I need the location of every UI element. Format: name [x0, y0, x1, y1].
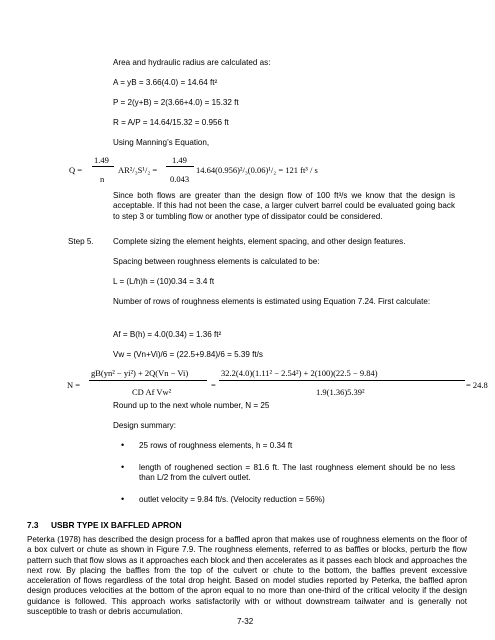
section-number: 7.3 — [27, 520, 39, 530]
rows-eq-fraction1-numerator: gB(yn² − yi²) + 2Q(Vn − Vi) — [91, 368, 189, 378]
rows-eq-equals: = — [211, 380, 216, 390]
equation-hydraulic-radius: R = A/P = 14.64/15.32 = 0.956 ft — [113, 118, 229, 127]
section-title: USBR TYPE IX BAFFLED APRON — [51, 520, 182, 530]
manning-fraction2-bar — [166, 166, 194, 167]
manning-fraction1-numerator: 1.49 — [94, 155, 109, 165]
rows-eq-fraction2-denominator: 1.9(1.36)5.39² — [316, 387, 365, 397]
manning-fraction1-bar — [92, 166, 114, 167]
equation-frontal-area: Af = B(h) = 4.0(0.34) = 1.36 ft² — [113, 330, 222, 339]
rows-eq-fraction1-denominator: CD Af Vw² — [132, 387, 172, 397]
flows-paragraph: Since both flows are greater than the design flow of 100 ft³/s we know that the design is acceptable. If this had not been the case, a larger culvert barrel could be evaluated going back to step 3 or tumbling flow or another type of dissipator could be considered. — [113, 191, 455, 221]
rows-eq-result: = 24.8 — [466, 380, 488, 390]
manning-intro-text: Using Manning’s Equation, — [113, 138, 210, 147]
manning-fraction1-denominator: n — [100, 174, 105, 184]
step5-text: Complete sizing the element heights, element spacing, and other design features. — [113, 237, 406, 246]
manning-lhs: Q = — [69, 165, 83, 175]
section-paragraph: Peterka (1978) has described the design process for a baffled apron that makes use of roughness elements on the floor of a box culvert or chute as shown in Figure 7.9. The roughness elements, referred to as baffles or blocks, perturb the flow pattern such that flow slows as it approaches each block and then accelerates as it passes each block and approaches the next row. By placing the baffles from the top of the culvert or chute to the bottom, the baffles prevent excessive acceleration of flows regardless of the total drop height. Based on model studies reported by Peterka, the baffled apron design produces velocities at the bottom of the apron equal to no more than one-third of the critical velocity if the design guidance is followed. This approach works satisfactorily with or without downstream tailwater and is generally not susceptible to trash or debris accumulation. — [27, 535, 467, 617]
spacing-intro-text: Spacing between roughness elements is calculated to be: — [113, 257, 320, 266]
manning-middle-term: AR²/₃S¹/₂ = — [118, 165, 158, 175]
rows-eq-fraction2-bar — [219, 380, 465, 381]
design-summary-item: length of roughened section = 81.6 ft. The last roughness element should be no less than L/2 from the culvert outlet. — [139, 463, 455, 483]
bullet-icon: • — [121, 440, 125, 450]
bullet-icon: • — [121, 462, 125, 472]
manning-rhs: 14.64(0.956)²/₃(0.06)¹/₂ = 121 ft³ / s — [196, 165, 318, 175]
design-summary-item: 25 rows of roughness elements, h = 0.34 ft — [139, 441, 293, 450]
design-summary-item: outlet velocity = 9.84 ft/s. (Velocity reduction = 56%) — [139, 495, 325, 504]
round-up-text: Round up to the next whole number, N = 25 — [113, 401, 270, 410]
equation-area: A = yB = 3.66(4.0) = 14.64 ft² — [113, 78, 218, 87]
page-number: 7-32 — [237, 617, 254, 626]
rows-eq-fraction2-numerator: 32.2(4.0)(1.11² − 2.54²) + 2(100)(22.5 − 9.84) — [221, 368, 378, 378]
equation-perimeter: P = 2(y+B) = 2(3.66+4.0) = 15.32 ft — [113, 98, 239, 107]
design-summary-label: Design summary: — [113, 421, 176, 430]
area-intro-text: Area and hydraulic radius are calculated as: — [113, 58, 271, 67]
step5-label: Step 5. — [68, 237, 94, 246]
manning-fraction2-denominator: 0.043 — [170, 174, 190, 184]
rows-eq-lhs: N = — [67, 380, 81, 390]
manning-fraction2-numerator: 1.49 — [172, 155, 187, 165]
rows-paragraph: Number of rows of roughness elements is estimated using Equation 7.24. First calculate: — [113, 297, 431, 306]
bullet-icon: • — [121, 494, 125, 504]
rows-eq-fraction1-bar — [89, 380, 207, 381]
equation-spacing: L = (L/h)h = (10)0.34 = 3.4 ft — [113, 277, 215, 286]
equation-weighted-velocity: Vw = (Vn+Vi)/6 = (22.5+9.84)/6 = 5.39 ft/s — [113, 350, 263, 359]
